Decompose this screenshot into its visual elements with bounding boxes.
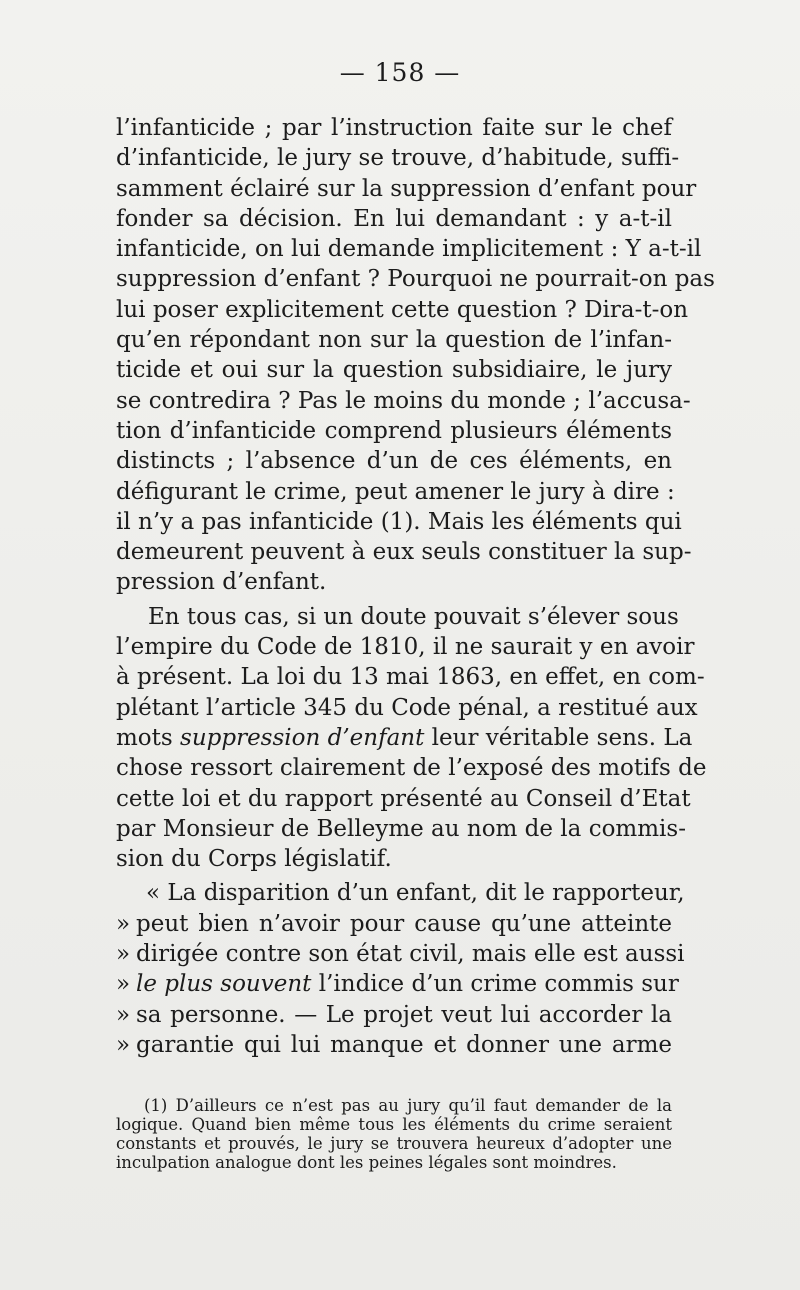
text-line: pression d’enfant.	[116, 569, 327, 596]
quote-mark: »	[116, 971, 131, 998]
text-line: fonder sa décision. En lui demandant : y a-t-il	[116, 205, 672, 232]
text-line: qu’en répondant non sur la question de l’infan-	[116, 327, 672, 354]
text-line: cette loi et du rapport présenté au Conseil d’Etat	[116, 785, 691, 812]
text-line: plétant l’article 345 du Code pénal, a restitué aux	[116, 694, 698, 721]
text-line	[116, 723, 693, 753]
text-fragment: l’indice d’un crime commis sur	[311, 971, 679, 998]
body-text	[116, 113, 715, 1173]
text-line: d’infanticide, le jury se trouve, d’habitude, suffi-	[116, 145, 680, 172]
paragraph-1	[116, 113, 715, 598]
text-line: l’infanticide ; par l’instruction faite sur le chef	[116, 115, 672, 141]
text-line: tion d’infanticide comprend plusieurs éléments	[116, 417, 672, 444]
text-line	[116, 969, 679, 999]
quote-mark: »	[116, 941, 131, 968]
text-line: ticide et oui sur la question subsidiaire, le jury	[116, 357, 672, 384]
text-line: demeurent peuvent à eux seuls constituer la sup-	[116, 539, 692, 566]
text-line: samment éclairé sur la suppression d’enfant pour	[116, 175, 697, 202]
footnote-line: inculpation analogue dont les peines légales sont moindres.	[116, 1153, 617, 1173]
paragraph-3-quote	[116, 878, 685, 1060]
text-line: se contredira ? Pas le moins du monde ; l’accusa-	[116, 387, 691, 414]
text-fragment: garantie qui lui manque et donner une arme	[136, 1031, 672, 1058]
text-line: il n’y a pas infanticide (1). Mais les éléments qui	[116, 508, 682, 535]
text-line: infanticide, on lui demande implicitement : Y a-t-il	[116, 236, 702, 263]
text-fragment: La disparition d’un enfant, dit le rapporteur,	[167, 880, 685, 907]
text-line: chose ressort clairement de l’exposé des motifs de	[116, 755, 707, 782]
text-line: sion du Corps législatif.	[116, 846, 392, 873]
quote-mark: »	[116, 910, 131, 937]
text-fragment: sa personne. — Le projet veut lui accorder la	[136, 1001, 672, 1028]
page-number: — 158 —	[339, 58, 461, 87]
text-line: par Monsieur de Belleyme au nom de la commis-	[116, 815, 686, 842]
text-fragment: peut bien n’avoir pour cause qu’une atteinte	[136, 910, 672, 937]
text-line: En tous cas, si un doute pouvait s’élever sous	[148, 603, 679, 630]
text-line	[116, 939, 685, 969]
text-line: distincts ; l’absence d’un de ces éléments, en	[116, 448, 672, 475]
text-line: l’empire du Code de 1810, il ne saurait y en avoir	[116, 634, 695, 661]
footnote-line: logique. Quand bien même tous les éléments du crime seraient	[116, 1115, 672, 1135]
quote-open-mark: «	[146, 880, 161, 907]
quote-mark: »	[116, 1031, 131, 1058]
text-fragment: mots	[116, 724, 181, 751]
quote-mark: »	[116, 1001, 131, 1028]
text-line	[116, 909, 672, 939]
text-fragment: dirigée contre son état civil, mais elle est aussi	[136, 941, 685, 968]
footnote	[116, 1096, 672, 1172]
italic-phrase: suppression d’enfant	[180, 724, 425, 751]
text-line	[116, 878, 685, 908]
italic-phrase: le plus souvent	[136, 971, 312, 998]
text-line: à présent. La loi du 13 mai 1863, en effet, en com-	[116, 664, 705, 691]
text-line: défigurant le crime, peut amener le jury à dire :	[116, 478, 675, 505]
footnote-line: constants et prouvés, le jury se trouvera heureux d’adopter une	[116, 1134, 672, 1154]
text-fragment: leur véritable sens. La	[424, 724, 693, 751]
text-line: suppression d’enfant ? Pourquoi ne pourrait-on pas	[116, 266, 715, 293]
text-line	[116, 1030, 672, 1060]
text-line	[116, 1000, 672, 1030]
text-line: lui poser explicitement cette question ? Dira-t-on	[116, 296, 689, 323]
paragraph-2	[116, 602, 707, 875]
footnote-line: (1) D’ailleurs ce n’est pas au jury qu’il faut demander de la	[144, 1096, 672, 1116]
